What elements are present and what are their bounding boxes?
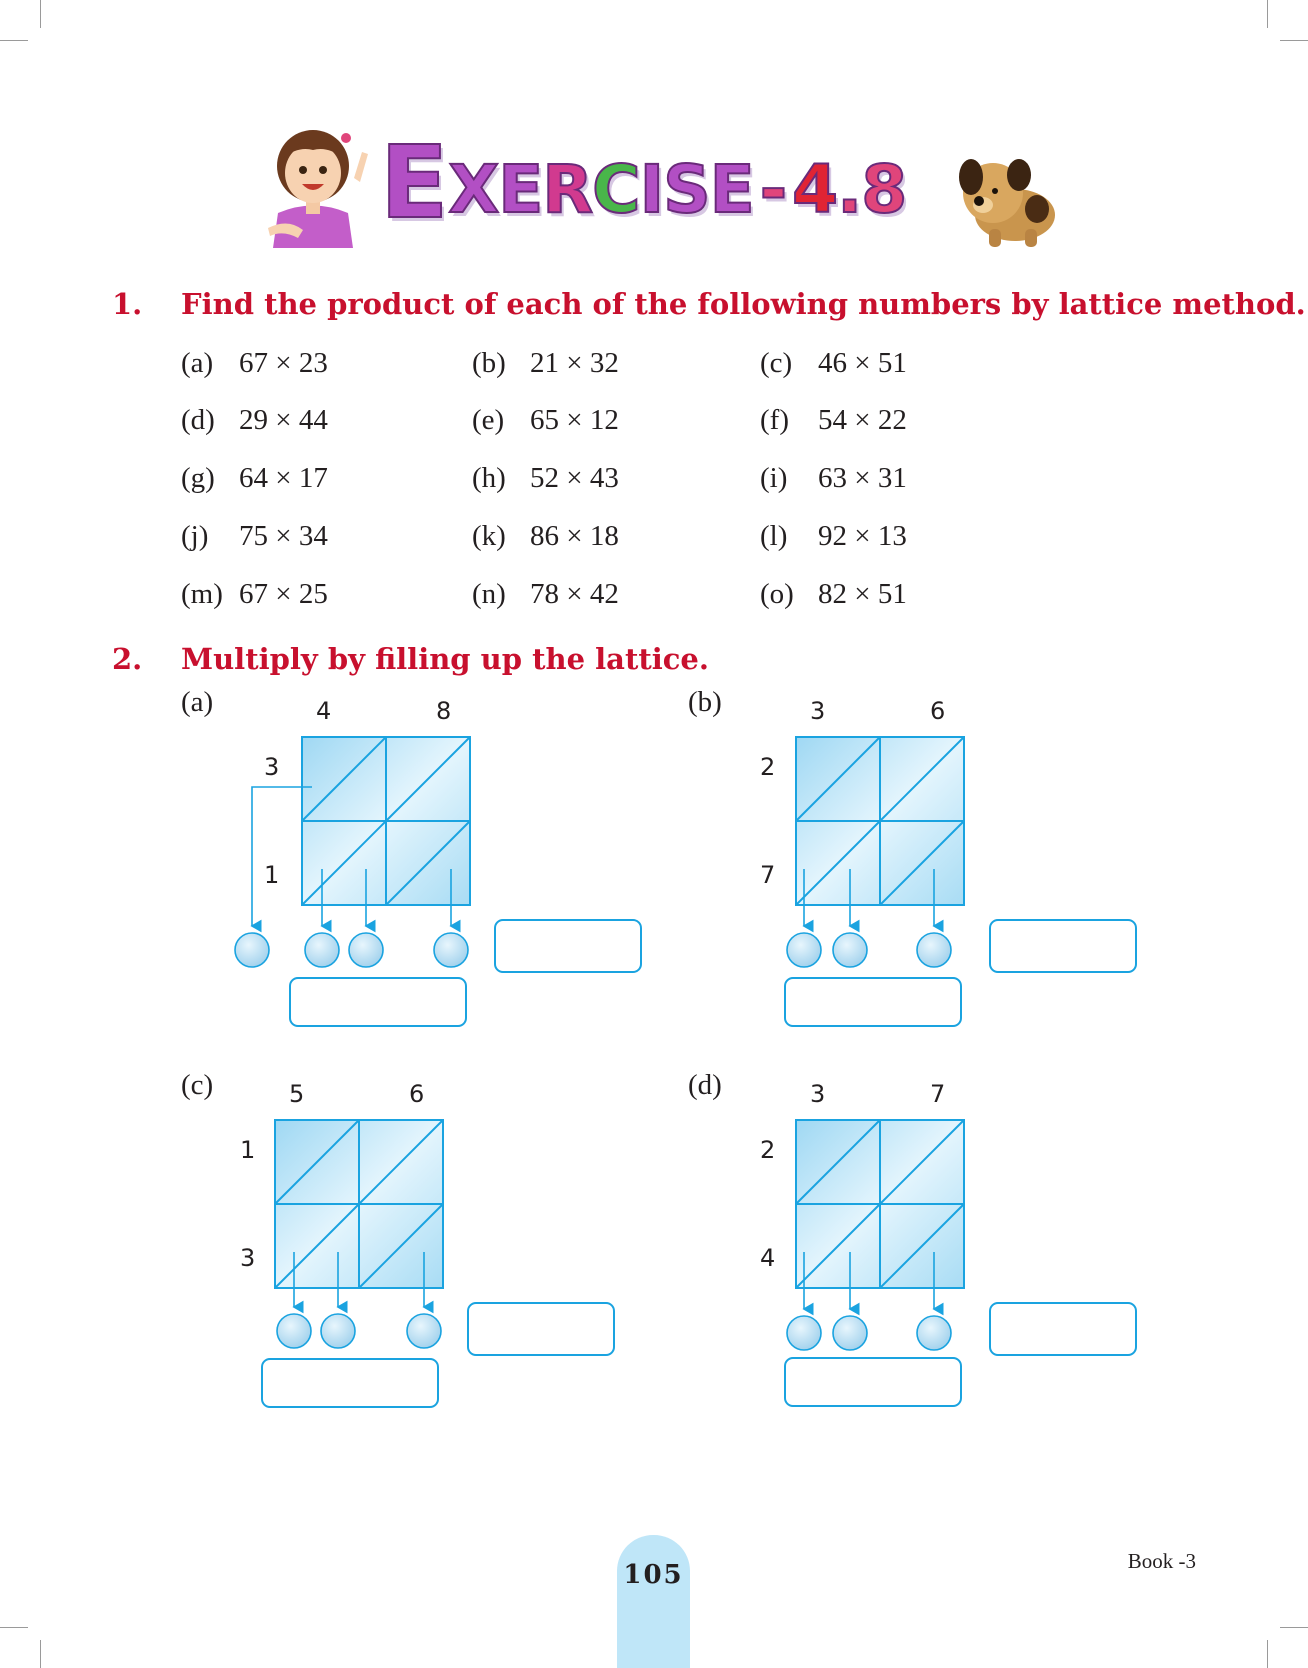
lattice-top-digit: 3 (810, 697, 826, 725)
exercise-number-dot: . (837, 151, 862, 228)
item-label: (j) (181, 520, 209, 552)
lattice-top-digit: 3 (810, 1080, 826, 1108)
question-2-text: Multiply by filling up the lattice. (181, 642, 709, 676)
question-1-number: 1. (112, 287, 143, 321)
answer-box (785, 1358, 961, 1406)
title-letter: E (709, 151, 754, 228)
item-expression: 64 × 17 (239, 462, 328, 494)
item-expression: 92 × 13 (818, 520, 907, 552)
title-letter: S (663, 151, 710, 228)
lattice-top-digit: 4 (316, 697, 332, 725)
lattice-top-digit: 8 (436, 697, 452, 725)
item-label: (o) (760, 578, 794, 610)
item-expression: 67 × 23 (239, 347, 328, 379)
answer-digit-circle (787, 1316, 821, 1350)
item-expression: 63 × 31 (818, 462, 907, 494)
item-label: (l) (760, 520, 788, 552)
item-expression: 46 × 51 (818, 347, 907, 379)
item-label: (b) (472, 347, 506, 379)
item-expression: 75 × 34 (239, 520, 328, 552)
lattice-top-digit: 5 (289, 1080, 305, 1108)
lattice-top-digit: 6 (930, 697, 946, 725)
item-label: (m) (181, 578, 223, 610)
lattice-top-digit: 7 (930, 1080, 946, 1108)
book-label: Book -3 (1127, 1549, 1196, 1573)
title-letter: X (448, 151, 499, 228)
item-expression: 52 × 43 (530, 462, 619, 494)
item-label: (k) (472, 520, 506, 552)
lattice-side-digit: 2 (760, 1136, 776, 1164)
item-label: (e) (472, 404, 505, 436)
item-label: (i) (760, 462, 788, 494)
title-letter: E (380, 124, 449, 241)
item-label: (n) (472, 578, 506, 610)
answer-digit-circle (833, 1316, 867, 1350)
lattice-side-digit: 7 (760, 861, 776, 889)
item-expression: 65 × 12 (530, 404, 619, 436)
lattice-top-digit: 6 (409, 1080, 425, 1108)
page-number-tab (617, 1535, 690, 1668)
item-expression: 21 × 32 (530, 347, 619, 379)
item-expression: 78 × 42 (530, 578, 619, 610)
question-2-number: 2. (112, 642, 143, 676)
lattice-side-digit: 1 (240, 1136, 256, 1164)
item-label: (a) (181, 347, 214, 379)
item-expression: 54 × 22 (818, 404, 907, 436)
item-label: (g) (181, 462, 215, 494)
item-label: (d) (181, 404, 215, 436)
title-separator: - (759, 151, 787, 228)
item-label: (c) (760, 347, 793, 379)
title-letter: E (498, 151, 543, 228)
item-expression: 82 × 51 (818, 578, 907, 610)
exercise-number-minor: 8 (861, 151, 907, 228)
lattice-label: (c) (181, 1069, 214, 1101)
lattice-side-digit: 1 (264, 861, 280, 889)
item-expression: 67 × 25 (239, 578, 328, 610)
lattice-side-digit: 4 (760, 1244, 776, 1272)
item-label: (f) (760, 404, 789, 436)
question-1-text: Find the product of each of the following numbers by lattice method. (181, 287, 1306, 321)
item-label: (h) (472, 462, 506, 494)
page-number: 105 (623, 1560, 684, 1590)
title-letter: C (592, 151, 640, 228)
title-letter: I (639, 151, 664, 228)
answer-box (990, 1303, 1136, 1355)
answer-digit-circle (917, 1316, 951, 1350)
title-letter: R (542, 151, 593, 228)
lattice-label: (a) (181, 686, 214, 718)
lattice-side-digit: 3 (264, 753, 280, 781)
lattice-label: (d) (688, 1069, 722, 1101)
item-expression: 86 × 18 (530, 520, 619, 552)
item-expression: 29 × 44 (239, 404, 328, 436)
lattice-side-digit: 2 (760, 753, 776, 781)
exercise-number-major: 4 (792, 151, 838, 228)
lattice-side-digit: 3 (240, 1244, 256, 1272)
lattice-label: (b) (688, 686, 722, 718)
